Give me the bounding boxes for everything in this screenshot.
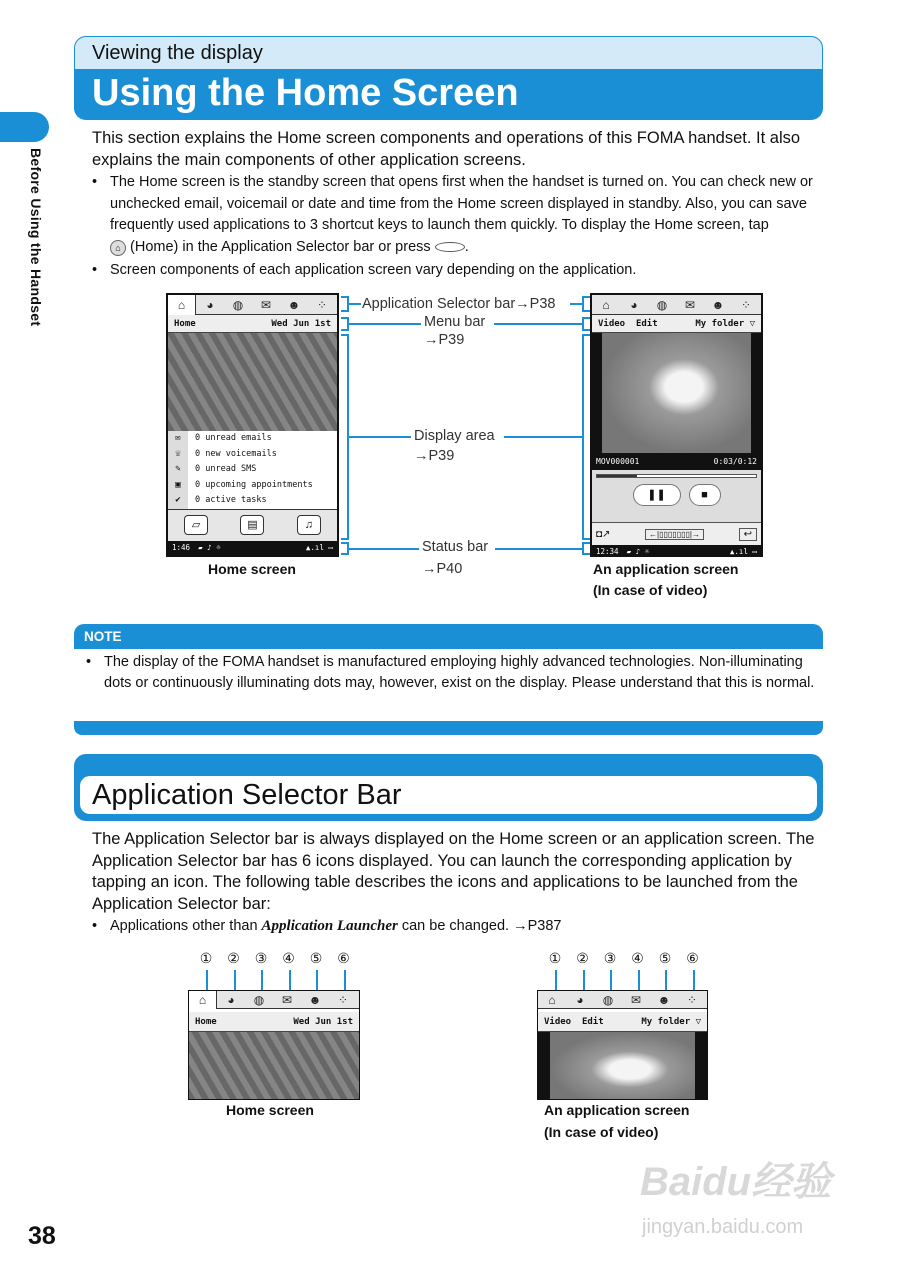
- navi-key-icon: [435, 242, 465, 252]
- message-icon[interactable]: ✉: [260, 298, 272, 312]
- menu-bar: [168, 315, 337, 333]
- menu-left-small: Home: [195, 1017, 217, 1027]
- status-time: 1:46: [172, 542, 191, 552]
- intro-paragraph: This section explains the Home screen components and operations of this FOMA handset. It also explains the main components of other application screens.: [92, 129, 801, 169]
- menu-edit[interactable]: Edit: [635, 319, 658, 329]
- wallpaper-image-small: [189, 1032, 359, 1100]
- shortcut-key-3[interactable]: ♫: [297, 515, 321, 535]
- bracket-display-right: [582, 334, 590, 540]
- menu-bar-small: [189, 1012, 359, 1032]
- app-screen-caption-2: (In case of video): [593, 582, 708, 598]
- home-screen-caption: Home screen: [208, 561, 296, 577]
- app-screen-caption-small-2: (In case of video): [544, 1124, 659, 1140]
- menu-bar-video-small: [538, 1012, 707, 1032]
- home-screen-phone: [166, 293, 339, 557]
- email-icon: ✉: [168, 431, 188, 447]
- note-footer: [74, 721, 823, 735]
- video-toolbar: [592, 522, 761, 545]
- list-item[interactable]: ✉ 0 unread emails: [168, 431, 337, 447]
- line-menu-r: [494, 323, 582, 325]
- menu-edit-small[interactable]: Edit: [581, 1017, 604, 1027]
- stop-button[interactable]: ■: [689, 484, 721, 506]
- section2-bullet-ref[interactable]: P387: [527, 918, 562, 934]
- marker-2: ②: [576, 950, 589, 966]
- browser-icon[interactable]: ◍: [602, 993, 614, 1007]
- callout-selector-ref[interactable]: P38: [529, 296, 556, 312]
- shortcut-key-1[interactable]: ▱: [184, 515, 208, 535]
- task-icon: ✔: [168, 493, 188, 509]
- bullet-1-text-cont: (Home) in the Application Selector bar or press: [130, 238, 431, 255]
- line-display-r: [504, 436, 582, 438]
- menu-date: Wed Jun 1st: [271, 319, 331, 329]
- bracket-status-left: [341, 542, 349, 555]
- marker-6: ⑥: [337, 950, 350, 966]
- menu-left: Home: [174, 319, 196, 329]
- status-bar-video: [592, 545, 761, 557]
- callout-status: Status bar: [422, 539, 489, 555]
- bracket-menu-right: [582, 317, 590, 331]
- marker-1: ①: [199, 950, 213, 966]
- bullet-1-text: The Home screen is the standby screen that opens first when the handset is turned on. You can check new or unchecked email, voicemail or date and time from the Home screen displayed in standby. Also, you can save frequently used applications to 3 shortcut keys to launch them quickly. To display the Home screen, tap: [110, 174, 813, 233]
- video-screen-small: [537, 990, 708, 1100]
- bullet-2: • Screen components of each application screen vary depending on the application.: [92, 262, 637, 278]
- application-selector-bar[interactable]: [168, 295, 337, 315]
- status-bar: [168, 541, 337, 555]
- callout-selector-label: Application Selector bar: [362, 296, 516, 312]
- marker-4: ④: [282, 950, 295, 966]
- marker-6: ⑥: [686, 950, 699, 966]
- menu-video-small[interactable]: Video: [544, 1017, 572, 1027]
- globe-icon[interactable]: ◕: [576, 993, 584, 1007]
- message-icon[interactable]: ✉: [281, 993, 293, 1007]
- line-display-l: [349, 436, 411, 438]
- contacts-icon[interactable]: ☻: [711, 298, 725, 312]
- swan-video-frame-small: [550, 1032, 695, 1100]
- shortcut-keys: [168, 509, 337, 541]
- note-header: NOTE: [74, 624, 823, 649]
- camera-icon[interactable]: ◘↗: [596, 528, 611, 540]
- page-title: Using the Home Screen: [92, 72, 519, 114]
- callout-display: Display area: [414, 428, 495, 444]
- bracket-status-right: [582, 542, 590, 555]
- menu-folder-small[interactable]: My folder: [641, 1017, 691, 1027]
- callout-status-ref[interactable]: P40: [436, 561, 463, 577]
- browser-icon[interactable]: ◍: [253, 993, 265, 1007]
- progress-bar[interactable]: [596, 474, 757, 478]
- section2-bullet-italic: Application Launcher: [261, 918, 398, 934]
- home-screen-small: [188, 990, 360, 1100]
- message-icon[interactable]: ✉: [630, 993, 642, 1007]
- menu-bar-video: [592, 315, 761, 333]
- note-bullet: • The display of the FOMA handset is manufactured employing highly advanced technologies. Non-illuminating dots or continuously illuminating dots may, however, exist on the display. Please understand that this is normal.: [86, 654, 815, 691]
- section2-paragraph: The Application Selector bar is always displayed on the Home screen or an application screen. The Application Selector bar has 6 icons displayed. You can launch the corresponding application by tapping an icon. The following table describes the icons and applications to be launched from the Application Selector bar:: [92, 830, 815, 913]
- number-markers-video: [546, 950, 706, 992]
- video-area-small: [538, 1032, 707, 1100]
- pause-button[interactable]: ❚❚: [633, 484, 681, 506]
- launcher-icon[interactable]: ⁘: [740, 298, 752, 312]
- video-area: [592, 333, 761, 453]
- page-header: [74, 36, 823, 120]
- section2-bullet-pre: Applications other than: [110, 918, 258, 934]
- home-icon[interactable]: ⌂: [189, 991, 217, 1009]
- callout-menu-ref[interactable]: P39: [438, 332, 465, 348]
- line-menu-l: [349, 323, 421, 325]
- home-icon[interactable]: ⌂: [548, 993, 556, 1007]
- side-tab-label: Before Using the Handset: [28, 148, 44, 327]
- callout-menu-ref-wrap: →P39: [424, 332, 465, 348]
- marker-1: ①: [548, 950, 562, 966]
- list-item[interactable]: ✎ 0 unread SMS: [168, 462, 337, 478]
- battery-icon: ▲.ıl ▭: [305, 542, 333, 552]
- app-screen-caption: An application screen: [593, 561, 739, 577]
- signal-icon: ▰ ♪ ☼: [626, 547, 650, 556]
- menu-video[interactable]: Video: [598, 319, 626, 329]
- bracket-selector-left: [341, 296, 349, 312]
- list-item[interactable]: ☏ 0 new voicemails: [168, 447, 337, 463]
- bullet-2-text: Screen components of each application screen vary depending on the application.: [110, 262, 637, 278]
- header-subtitle: Viewing the display: [75, 37, 822, 69]
- marker-5: ⑤: [309, 950, 323, 966]
- chevron-down-icon: ▽: [695, 1017, 701, 1027]
- number-markers-home: [197, 950, 357, 992]
- section-title: Application Selector Bar: [80, 776, 817, 814]
- list-item[interactable]: ✔ 0 active tasks: [168, 493, 337, 509]
- globe-icon[interactable]: ◕: [630, 298, 638, 312]
- signal-icon: ▰ ♪ ☼: [198, 542, 221, 552]
- message-icon[interactable]: ✉: [684, 298, 696, 312]
- application-selector-bar-video[interactable]: [592, 295, 761, 315]
- player-controls: [592, 470, 761, 522]
- bracket-display-left: [341, 334, 349, 540]
- file-time: 0:03/0:12: [713, 457, 757, 466]
- marker-4: ④: [631, 950, 644, 966]
- back-icon[interactable]: ↩: [739, 528, 757, 541]
- bracket-selector-right: [582, 296, 590, 312]
- shortcut-key-2[interactable]: ▤: [240, 515, 264, 535]
- home-screen-caption-small: Home screen: [226, 1102, 314, 1118]
- application-selector-bar-video-small[interactable]: [538, 991, 707, 1009]
- marker-3: ③: [603, 950, 617, 966]
- line-selector-l: [349, 303, 361, 305]
- seek-bar[interactable]: ←|▯▯▯▯▯▯▯|→: [645, 529, 704, 540]
- status-time-video: 12:34: [596, 547, 619, 556]
- callout-display-ref[interactable]: P39: [428, 448, 455, 464]
- calendar-icon: ▣: [168, 478, 188, 494]
- file-info-bar: [592, 453, 761, 470]
- home-key-icon: ⌂: [110, 240, 126, 256]
- watermark-logo: Baidu经验: [640, 1160, 832, 1204]
- globe-icon[interactable]: ◕: [227, 993, 235, 1007]
- menu-date-small: Wed Jun 1st: [293, 1017, 353, 1027]
- bracket-menu-left: [341, 317, 349, 331]
- application-selector-bar-small[interactable]: [189, 991, 359, 1009]
- voicemail-icon: ☏: [168, 447, 188, 463]
- section2-bullet: • Applications other than Application Launcher can be changed. →P387: [92, 918, 562, 934]
- callout-selector: Application Selector bar→P38: [362, 296, 556, 312]
- line-status-l: [349, 548, 419, 550]
- line-status-r: [495, 548, 582, 550]
- marker-2: ②: [227, 950, 240, 966]
- section2-bullet-post: can be changed.: [401, 918, 510, 934]
- file-name: MOV000001: [596, 457, 640, 466]
- sms-icon: ✎: [168, 462, 188, 478]
- wallpaper-image: [168, 333, 337, 431]
- video-screen-phone: [590, 293, 763, 557]
- contacts-icon[interactable]: ☻: [287, 298, 301, 312]
- contacts-icon[interactable]: ☻: [308, 993, 322, 1007]
- home-icon[interactable]: ⌂: [168, 295, 196, 315]
- marker-5: ⑤: [658, 950, 672, 966]
- swan-video-frame: [602, 333, 751, 453]
- launcher-icon[interactable]: ⁘: [686, 993, 698, 1007]
- side-tab-marker: [0, 112, 49, 142]
- home-icon[interactable]: ⌂: [602, 298, 610, 312]
- browser-icon[interactable]: ◍: [656, 298, 668, 312]
- bullet-1: • The Home screen is the standby screen that opens first when the handset is turned on. You can check new or unchecked email, voicemail or date and time from the Home screen displayed in standby. Also, you can save frequently used applications to 3 shortcut keys to launch them quickly. To display the Home screen, tap ⌂ (Home) in the Application Selector bar or press .: [92, 174, 813, 255]
- chevron-down-icon: ▽: [749, 319, 755, 329]
- menu-folder[interactable]: My folder: [695, 319, 745, 329]
- battery-icon: ▲.ıl ▭: [729, 547, 757, 556]
- note-text: The display of the FOMA handset is manufactured employing highly advanced technologies. Non-illuminating dots or continuously illuminating dots may, however, exist on the display. Please understand that this is normal.: [104, 654, 815, 691]
- callout-display-ref-wrap: →P39: [414, 448, 455, 464]
- callout-status-ref-wrap: →P40: [422, 561, 463, 577]
- contacts-icon[interactable]: ☻: [657, 993, 671, 1007]
- launcher-icon[interactable]: ⁘: [337, 993, 349, 1007]
- list-item[interactable]: ▣ 0 upcoming appointments: [168, 478, 337, 494]
- watermark-url: jingyan.baidu.com: [642, 1216, 804, 1238]
- page-number: 38: [28, 1222, 56, 1250]
- globe-icon[interactable]: ◕: [206, 298, 214, 312]
- line-selector-r: [570, 303, 582, 305]
- callout-menu: Menu bar: [424, 314, 486, 330]
- browser-icon[interactable]: ◍: [232, 298, 244, 312]
- marker-3: ③: [254, 950, 268, 966]
- notification-list: [168, 431, 337, 509]
- launcher-icon[interactable]: ⁘: [316, 298, 328, 312]
- app-screen-caption-small: An application screen: [544, 1102, 690, 1118]
